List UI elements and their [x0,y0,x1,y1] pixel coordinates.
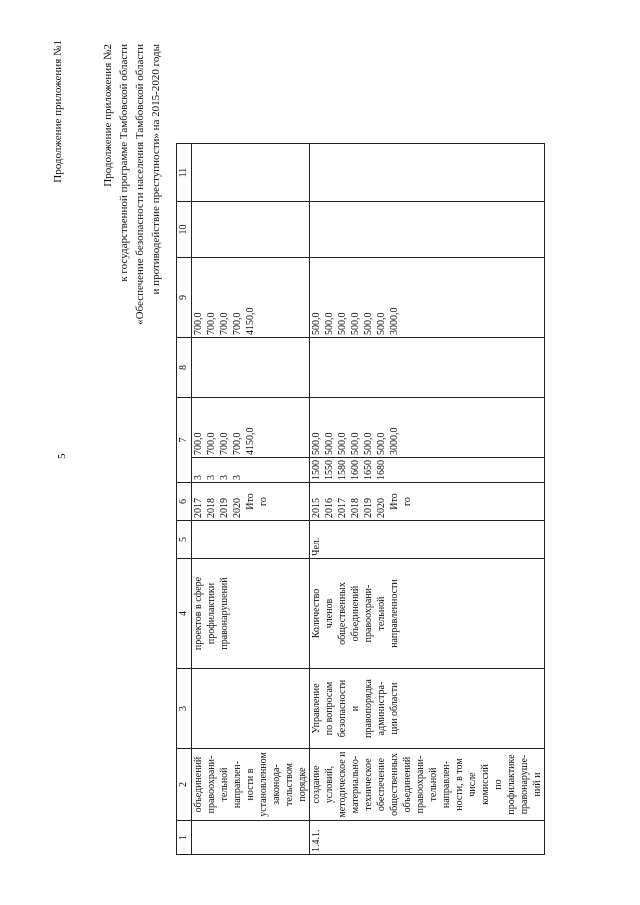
column-number: 6 [177,483,192,521]
column-number: 2 [177,749,192,821]
column-number: 3 [177,669,192,749]
column-number: 4 [177,559,192,669]
continuation-label: Продолжение приложения №1 [52,40,64,183]
header-line: «Обеспечение безопасности населения Тамбовской области [134,44,146,325]
column-number: 1 [177,821,192,855]
unit-cell: Чел. [310,521,545,559]
indicator-cell: Количество членов общественных объединений правоохрани- тельной направленности [310,559,545,669]
col11-cell [310,144,545,202]
executor-cell: Управление по вопросам безопасности и правопорядка администра- ции области [310,669,545,749]
measure-name-cell: создание условий, методическое и материально- техническое обеспечение общественных объединений правоохрани- тельной направлен- ности, в том числе комиссий по профилактике правонаруше- ний и [310,749,545,821]
col8-cell [310,338,545,398]
column-number: 10 [177,202,192,258]
years-cell: 2017 2018 2019 2020 Ито го [192,483,310,521]
unit-cell [192,521,310,559]
measure-name-cell: объединений правоохрани- тельной направлен- ности в установленном законода- тельством порядке [192,749,310,821]
row-number-cell: 1.4.1. [310,821,545,855]
col7-cell: 500,0 500,0 500,0 500,0 500,0 500,0 3000,0 [310,398,545,458]
col9-cell: 500,0 500,0 500,0 500,0 500,0 500,0 3000,0 [310,258,545,338]
col8-cell [192,338,310,398]
executor-cell [192,669,310,749]
row-number-cell [192,821,310,855]
appendix-header [100,44,164,325]
table-row [192,144,310,855]
years-cell: 2015 2016 2017 2018 2019 2020 Ито го [310,483,545,521]
count-cell: 1500 1550 1580 1600 1650 1680 [310,458,545,483]
col9-cell: 700,0 700,0 700,0 700,0 4150,0 [192,258,310,338]
col11-cell [192,144,310,202]
column-number: 11 [177,144,192,202]
count-cell: 3 3 3 3 [192,458,310,483]
col10-cell [310,202,545,258]
table-row [310,144,545,855]
column-number: 8 [177,338,192,398]
column-number: 9 [177,258,192,338]
column-number: 5 [177,521,192,559]
col10-cell [192,202,310,258]
header-line: и противодействие преступности» на 2015-2020 годы [150,44,162,295]
header-line: к государственной программе Тамбовской области [118,44,130,282]
column-number: 7 [177,398,192,483]
indicator-cell: проектов в сфере профилактики правонарушений [192,559,310,669]
col7-cell: 700,0 700,0 700,0 700,0 4150,0 [192,398,310,458]
header-line: Продолжение приложения №2 [102,44,114,187]
page-number: 5 [56,453,68,459]
column-number-row [177,144,192,855]
program-table [176,143,545,855]
